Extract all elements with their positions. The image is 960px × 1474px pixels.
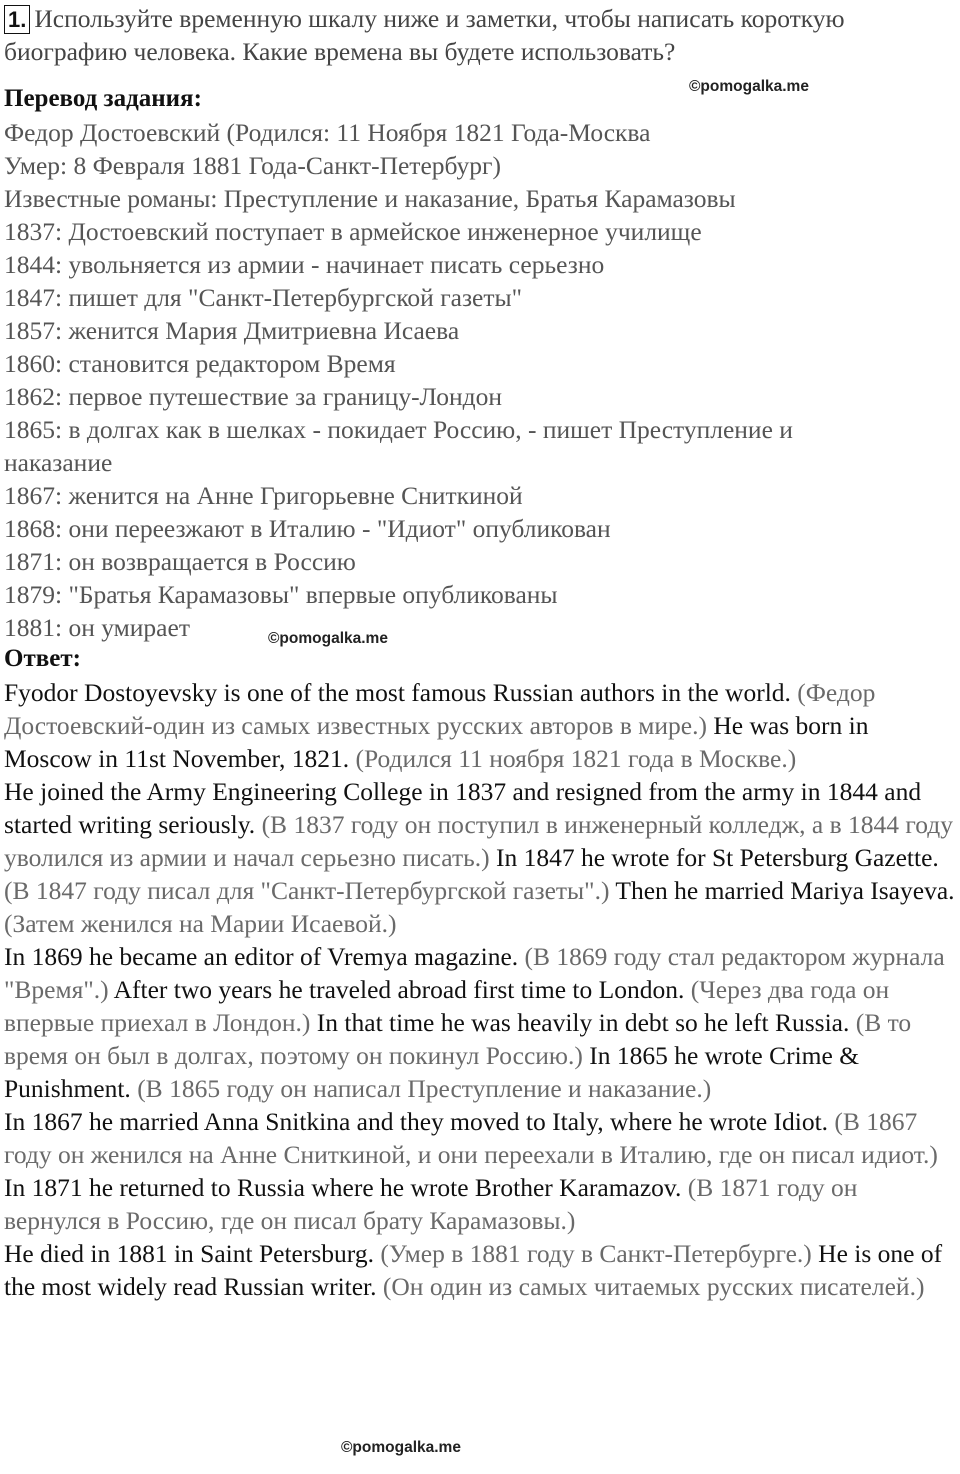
russian-translation: (Умер в 1881 году в Санкт-Петербурге.)	[380, 1239, 812, 1268]
watermark: ©pomogalka.me	[341, 1439, 461, 1456]
answer-heading: Ответ:	[4, 645, 81, 672]
timeline-line: 1881: он умирает	[4, 613, 190, 642]
task-number: 1.	[4, 5, 30, 34]
russian-translation: (Затем женился на Марии Исаевой.)	[4, 909, 397, 938]
english-sentence: In that time he was heavily in debt so he left Russia.	[316, 1008, 850, 1037]
answer-paragraph	[4, 676, 956, 775]
english-sentence: He is one of the most widely read Russian writer.	[4, 1239, 943, 1301]
task-prompt	[4, 2, 954, 68]
russian-translation: (В 1867 году он женился на Анне Сниткиной, и они переехали в Италию, где он писал идиот.)	[4, 1107, 938, 1169]
russian-translation: (В то время он был в долгах, поэтому он покинул Россию.)	[4, 1008, 912, 1070]
english-sentence: Fyodor Dostoyevsky is one of the most famous Russian authors in the world.	[4, 678, 791, 707]
russian-translation: (В 1871 году он вернулся в Россию, где он писал брату Карамазовы.)	[4, 1173, 858, 1235]
timeline-line: 1860: становится редактором Время	[4, 349, 396, 378]
timeline-line: 1871: он возвращается в Россию	[4, 547, 356, 576]
task-text-line-1: Используйте временную шкалу ниже и заметки, чтобы написать короткую	[34, 4, 845, 33]
timeline-line: 1865: в долгах как в шелках - покидает Россию, - пишет Преступление и	[4, 415, 793, 444]
timeline-line: Известные романы: Преступление и наказание, Братья Карамазовы	[4, 184, 736, 213]
english-sentence: In 1869 he became an editor of Vremya magazine.	[4, 942, 519, 971]
russian-translation: (Родился 11 ноября 1821 года в Москве.)	[355, 744, 797, 773]
russian-translation: (В 1847 году писал для "Санкт-Петербургской газеты".)	[4, 876, 610, 905]
english-sentence: In 1847 he wrote for St Petersburg Gazette.	[495, 843, 939, 872]
watermark: ©pomogalka.me	[689, 78, 809, 95]
translation-heading: Перевод задания:	[4, 85, 202, 112]
answer-paragraph	[4, 775, 956, 940]
english-sentence: He joined the Army Engineering College in 1837 and resigned from the army in 1844 and started writing seriously.	[4, 777, 922, 839]
english-sentence: Then he married Mariya Isayeva.	[615, 876, 955, 905]
english-sentence: He died in 1881 in Saint Petersburg.	[4, 1239, 374, 1268]
timeline-line: 1847: пишет для "Санкт-Петербургской газеты"	[4, 283, 523, 312]
answer-paragraph	[4, 1171, 956, 1237]
english-sentence: In 1865 he wrote Crime & Punishment.	[4, 1041, 860, 1103]
timeline-line: 1879: "Братья Карамазовы" впервые опубликованы	[4, 580, 558, 609]
timeline-line: 1867: женится на Анне Григорьевне Сниткиной	[4, 481, 523, 510]
russian-translation: (В 1869 году стал редактором журнала "Время".)	[4, 942, 945, 1004]
timeline-line: 1857: женится Мария Дмитриевна Исаева	[4, 316, 460, 345]
answer-paragraph	[4, 1237, 956, 1303]
watermark: ©pomogalka.me	[268, 630, 388, 647]
english-sentence: In 1871 he returned to Russia where he wrote Brother Karamazov.	[4, 1173, 682, 1202]
russian-translation: (Через два года он впервые приехал в Лондон.)	[4, 975, 890, 1037]
russian-translation: (Федор Достоевский-один из самых известных русских авторов в мире.)	[4, 678, 876, 740]
answer-paragraph	[4, 940, 956, 1105]
english-sentence: He was born in Moscow in 11st November, 1821.	[4, 711, 869, 773]
timeline-line: 1837: Достоевский поступает в армейское инженерное училище	[4, 217, 702, 246]
russian-translation: (Он один из самых читаемых русских писателей.)	[382, 1272, 925, 1301]
timeline-line: 1844: увольняется из армии - начинает писать серьезно	[4, 250, 605, 279]
russian-translation: (В 1865 году он написал Преступление и наказание.)	[137, 1074, 712, 1103]
timeline-line: Умер: 8 Февраля 1881 Года-Санкт-Петербург)	[4, 151, 501, 180]
task-line-1	[4, 2, 954, 35]
russian-translation: (В 1837 году он поступил в инженерный колледж, а в 1844 году уволился из армии и начал серьезно писать.)	[4, 810, 953, 872]
timeline-list	[4, 116, 954, 644]
timeline-line: наказание	[4, 448, 113, 477]
english-sentence: After two years he traveled abroad first time to London.	[113, 975, 685, 1004]
timeline-line: 1862: первое путешествие за границу-Лондон	[4, 382, 502, 411]
answer-paragraph	[4, 1105, 956, 1171]
english-sentence: In 1867 he married Anna Snitkina and they moved to Italy, where he wrote Idiot.	[4, 1107, 829, 1136]
timeline-line: Федор Достоевский (Родился: 11 Ноября 1821 Года-Москва	[4, 118, 651, 147]
timeline-line: 1868: они переезжают в Италию - "Идиот" опубликован	[4, 514, 611, 543]
task-text-line-2: биографию человека. Какие времена вы будете использовать?	[4, 37, 676, 66]
answer-body	[4, 676, 956, 1303]
